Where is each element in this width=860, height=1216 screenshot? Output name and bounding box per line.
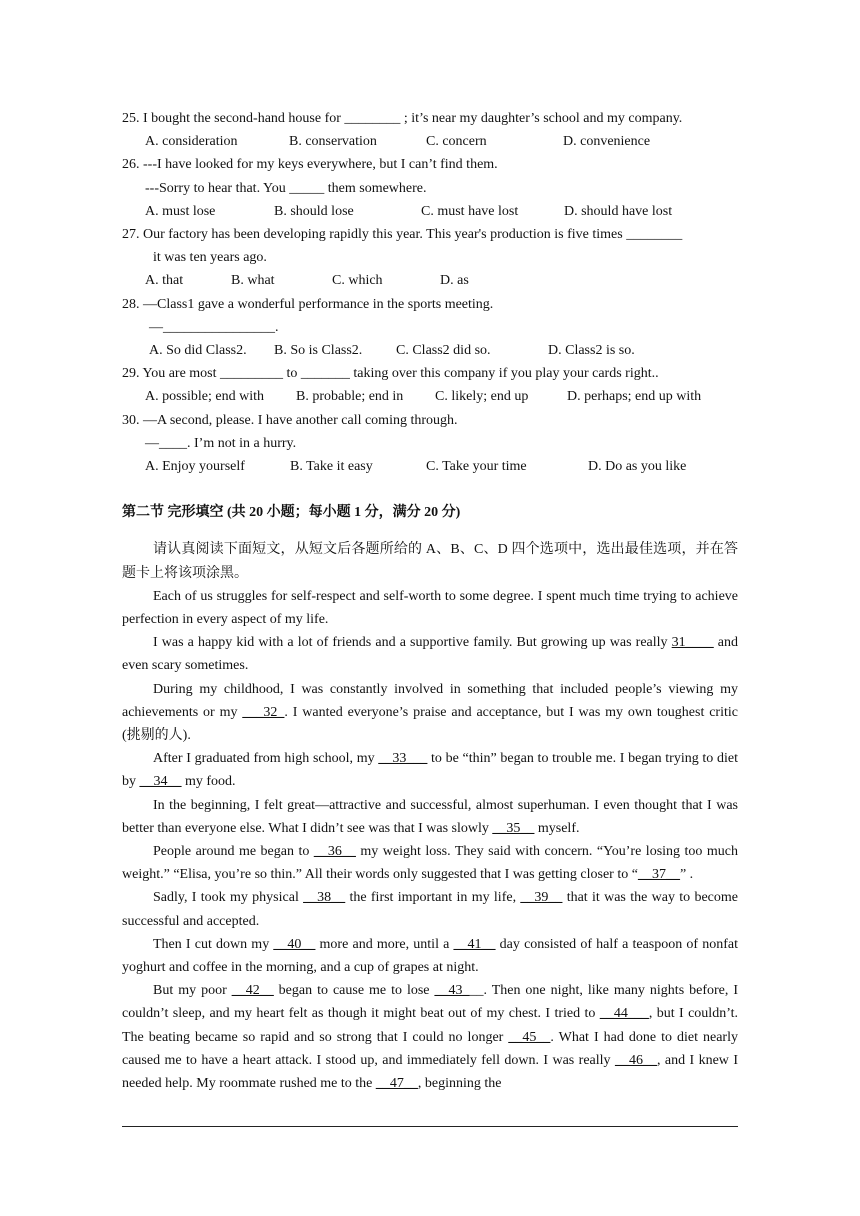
question-30-stem: 30. —A second, please. I have another call coming through. <box>122 412 458 428</box>
option-d: D. Do as you like <box>588 458 687 474</box>
blank-37: __37__ <box>637 867 680 883</box>
blank-45: __45__ <box>508 1029 551 1045</box>
blank-44: __44___ <box>599 1006 649 1022</box>
option-b: B. should lose <box>274 203 354 219</box>
passage-text: , beginning the <box>417 1076 502 1092</box>
passage-text: my weight loss. They said with concern. “You’re losing too much weight.” “Elisa, you’re so thin.” All their words only suggested that I was getting closer to “ <box>122 844 739 883</box>
passage-text: Then I cut down my <box>153 936 274 952</box>
option-a: A. possible; end with <box>145 389 264 405</box>
option-b: B. probable; end in <box>296 389 404 405</box>
passage-paragraph-2 <box>122 631 738 677</box>
question-28-options <box>122 339 738 362</box>
question-26-line2: ---Sorry to hear that. You _____ them somewhere. <box>145 180 427 196</box>
passage-paragraph-8 <box>122 933 738 979</box>
question-25-stem: 25. I bought the second-hand house for ________ ; it’s near my daughter’s school and my company. <box>122 111 683 126</box>
blank-34: __34__ <box>139 774 182 790</box>
passage-text: . I wanted everyone’s praise and acceptance, but I was my own toughest critic (挑剔的人). <box>122 704 738 743</box>
option-b: B. So is Class2. <box>274 342 363 358</box>
question-30-options <box>122 455 738 478</box>
blank-47: __47__ <box>375 1076 418 1092</box>
option-d: D. Class2 is so. <box>548 342 635 358</box>
blank-38: __38__ <box>303 890 346 906</box>
blank-35: __35__ <box>492 820 535 836</box>
passage-text: During my childhood, I was constantly involved in something that included people’s viewing my achievements or my <box>122 681 738 720</box>
option-c: C. which <box>332 273 383 289</box>
option-c: C. Class2 did so. <box>396 342 491 358</box>
question-27-line2: it was ten years ago. <box>153 250 267 266</box>
passage-text: to be “thin” began to trouble me. I began trying to diet by <box>122 751 738 790</box>
option-c: C. concern <box>426 134 487 150</box>
blank-46: __46__ <box>614 1052 657 1068</box>
question-26-options <box>122 200 738 223</box>
passage-text: Sadly, I took my physical <box>153 890 304 906</box>
passage-paragraph-9 <box>122 979 738 1095</box>
blank-40: __40__ <box>273 936 316 952</box>
blank-39: __39__ <box>520 890 563 906</box>
passage-text: . What I had done to diet nearly caused me to have a heart attack. I stood up, and immediately fell down. I was really <box>122 1029 738 1068</box>
passage-text: more and more, until a <box>315 936 454 952</box>
question-27-options <box>122 269 738 292</box>
blank-31: 31____ <box>671 635 714 651</box>
passage-text: __. Then one night, like many nights before, I couldn’t sleep, and my heart felt as though it might beat out of my chest. I tried to <box>122 983 738 1022</box>
question-28-stem: 28. —Class1 gave a wonderful performance in the sports meeting. <box>122 296 494 312</box>
option-d: D. convenience <box>563 134 651 150</box>
option-a: A. must lose <box>145 203 216 219</box>
blank-41: __41__ <box>453 936 496 952</box>
passage-text: that it was the way to become successful and accepted. <box>122 890 738 929</box>
blank-43: __43_ <box>434 983 470 999</box>
passage-text: After I graduated from high school, my <box>153 751 379 767</box>
passage-text: the first important in my life, <box>345 890 521 906</box>
blank-32: ___32_ <box>242 704 285 720</box>
page-divider <box>122 1126 738 1127</box>
option-d: D. perhaps; end up with <box>567 389 702 405</box>
passage-text: began to cause me to lose <box>273 983 435 999</box>
option-c: C. likely; end up <box>435 389 529 405</box>
question-28-line2: —________________. <box>149 319 279 335</box>
passage-text: ” . <box>679 867 694 883</box>
passage-text: my food. <box>181 774 236 790</box>
passage-text: day consisted of half a teaspoon of nonfat yoghurt and coffee in the morning, and a cup of grapes at night. <box>122 936 739 976</box>
passage-text: People around me began to <box>153 844 314 859</box>
option-b: B. Take it easy <box>290 458 373 474</box>
passage-paragraph-4 <box>122 747 738 793</box>
passage-text: , but I couldn’t. The beating became so rapid and so strong that I could no longer <box>122 1006 738 1045</box>
passage-paragraph-1: Each of us struggles for self-respect and self-worth to some degree. I spent much time trying to achieve perfection in every aspect of my life. <box>122 588 738 627</box>
option-c: C. Take your time <box>426 458 527 474</box>
exam-page <box>122 107 738 1095</box>
option-a: A. consideration <box>145 134 238 150</box>
question-30-line2: —____. I’m not in a hurry. <box>145 435 297 451</box>
option-a: A. So did Class2. <box>149 342 247 358</box>
passage-paragraph-6 <box>122 840 738 886</box>
blank-42: __42__ <box>231 983 274 999</box>
question-26-stem: 26. ---I have looked for my keys everywhere, but I can’t find them. <box>122 157 498 173</box>
passage-text: But my poor <box>153 983 232 999</box>
question-29-stem: 29. You are most _________ to _______ taking over this company if you play your cards right.. <box>122 366 659 382</box>
passage-text: , and I knew I needed help. My roommate rushed me to the <box>122 1052 738 1092</box>
option-a: A. Enjoy yourself <box>145 458 245 474</box>
passage-paragraph-3 <box>122 678 738 748</box>
passage-text: and even scary sometimes. <box>122 635 739 674</box>
option-d: D. should have lost <box>564 203 673 219</box>
question-29-options <box>122 385 738 408</box>
passage-paragraph-5 <box>122 794 738 840</box>
option-c: C. must have lost <box>421 203 519 219</box>
passage-text: myself. <box>534 820 580 836</box>
option-b: B. conservation <box>289 134 377 150</box>
blank-36: __36__ <box>313 844 356 859</box>
passage-text: I was a happy kid with a lot of friends and a supportive family. But growing up was really <box>153 635 672 651</box>
option-b: B. what <box>231 273 275 289</box>
section-instruction: 请认真阅读下面短文，从短文后各题所给的 A、B、C、D 四个选项中，选出最佳选项，并在答题卡上将该项涂黑。 <box>122 542 738 581</box>
passage-paragraph-7 <box>122 886 738 932</box>
question-25-options <box>122 130 738 153</box>
option-a: A. that <box>145 273 184 289</box>
section-title: 第二节 完形填空 (共 20 小题；每小题 1 分，满分 20 分) <box>122 505 461 521</box>
question-27-stem: 27. Our factory has been developing rapidly this year. This year's production is five times ________ <box>122 226 683 242</box>
passage-text: In the beginning, I felt great—attractive and successful, almost superhuman. I even thought that I was better than everyone else. What I didn’t see was that I was slowly <box>122 797 738 836</box>
blank-33: __33___ <box>378 751 428 767</box>
option-d: D. as <box>440 273 469 289</box>
